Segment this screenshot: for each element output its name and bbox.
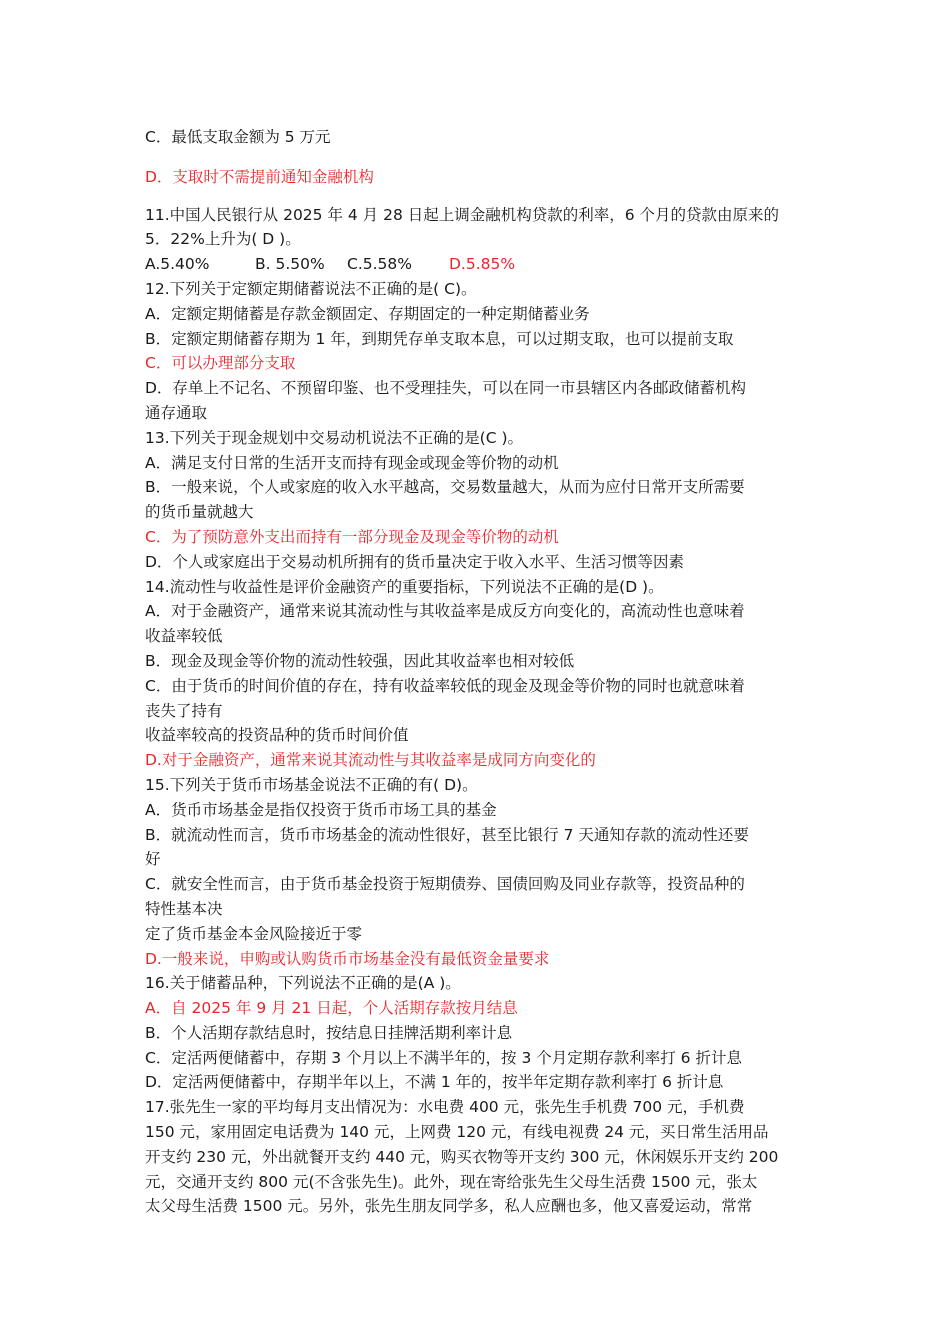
- q17-stem: 元，交通开支约 800 元(不含张先生)。此外，现在寄给张先生父母生活费 1500 元，张太: [145, 1172, 758, 1191]
- q15-option-c: C．就安全性而言，由于货币基金投资于短期债券、国债回购及同业存款等，投资品种的: [145, 875, 745, 894]
- q14-option-c: 收益率较高的投资品种的货币时间价值: [145, 726, 409, 745]
- q15-option-a: A．货币市场基金是指仅投资于货币市场工具的基金: [145, 800, 497, 819]
- q15-stem: 15.下列关于货币市场基金说法不正确的有( D)。: [145, 775, 478, 794]
- q11-stem: 11.中国人民银行从 2025 年 4 月 28 日起上调金融机构贷款的利率，6 个月的贷款由原来的: [145, 205, 780, 224]
- q16-stem: 16.关于储蓄品种，下列说法不正确的是(A )。: [145, 974, 461, 993]
- q16-option-d: D．定活两便储蓄中，存期半年以上，不满 1 年的，按半年定期存款利率打 6 折计息: [145, 1073, 724, 1092]
- q13-option-c-answer: C．为了预防意外支出而持有一部分现金及现金等价物的动机: [145, 527, 559, 546]
- q14-option-c: 丧失了持有: [145, 701, 223, 720]
- q12-option-d: 通存通取: [145, 403, 208, 422]
- q11-option-a: A.5.40%: [145, 255, 210, 274]
- q13-option-a: A．满足支付日常的生活开支而持有现金或现金等价物的动机: [145, 453, 559, 472]
- q11-stem: 5．22%上升为( D )。: [145, 230, 301, 249]
- document-body: [145, 125, 815, 1219]
- q14-option-a: A．对于金融资产，通常来说其流动性与其收益率是成反方向变化的，高流动性也意味着: [145, 602, 745, 621]
- q13-option-b: 的货币量就越大: [145, 503, 254, 522]
- q12-option-a: A．定额定期储蓄是存款金额固定、存期固定的一种定期储蓄业务: [145, 304, 590, 323]
- q13-option-b: B．一般来说，个人或家庭的收入水平越高，交易数量越大，从而为应付日常开支所需要: [145, 478, 745, 497]
- q12-option-c-answer: C．可以办理部分支取: [145, 354, 296, 373]
- q17-stem: 开支约 230 元，外出就餐开支约 440 元，购买衣物等开支约 300 元，休闲娱乐开支约 200: [145, 1147, 779, 1166]
- q15-option-c: 特性基本决: [145, 899, 223, 918]
- q17-stem: 17.张先生一家的平均每月支出情况为：水电费 400 元，张先生手机费 700 元，手机费: [145, 1098, 745, 1117]
- q14-option-b: B．现金及现金等价物的流动性较强，因此其收益率也相对较低: [145, 651, 575, 670]
- q10-option-d-answer: D．支取时不需提前通知金融机构: [145, 167, 374, 186]
- q14-option-a: 收益率较低: [145, 627, 223, 646]
- q14-option-c: C．由于货币的时间价值的存在，持有收益率较低的现金及现金等价物的同时也就意味着: [145, 676, 745, 695]
- q15-option-b: 好: [145, 850, 161, 869]
- q11-option-d-answer: D.5.85%: [449, 255, 516, 274]
- q11-option-b: B. 5.50%: [255, 255, 325, 274]
- q14-stem: 14.流动性与收益性是评价金融资产的重要指标，下列说法不正确的是(D )。: [145, 577, 664, 596]
- q11-options: [145, 252, 815, 277]
- q12-stem: 12.下列关于定额定期储蓄说法不正确的是( C)。: [145, 279, 477, 298]
- q15-option-d-answer: D.一般来说，申购或认购货币市场基金没有最低资金量要求: [145, 949, 550, 968]
- q16-option-a-answer: A．自 2025 年 9 月 21 日起，个人活期存款按月结息: [145, 999, 518, 1018]
- q16-option-b: B．个人活期存款结息时，按结息日挂牌活期利率计息: [145, 1023, 513, 1042]
- q13-option-d: D．个人或家庭出于交易动机所拥有的货币量决定于收入水平、生活习惯等因素: [145, 552, 684, 571]
- q14-option-d-answer: D.对于金融资产，通常来说其流动性与其收益率是成同方向变化的: [145, 751, 596, 770]
- q12-option-d: D．存单上不记名、不预留印鉴、也不受理挂失，可以在同一市县辖区内各邮政储蓄机构: [145, 379, 746, 398]
- q13-stem: 13.下列关于现金规划中交易动机说法不正确的是(C )。: [145, 428, 523, 447]
- q15-option-c: 定了货币基金本金风险接近于零: [145, 924, 363, 943]
- q15-option-b: B．就流动性而言，货币市场基金的流动性很好，甚至比银行 7 天通知存款的流动性还要: [145, 825, 749, 844]
- q17-stem: 太父母生活费 1500 元。另外，张先生朋友同学多，私人应酬也多，他又喜爱运动，常常: [145, 1197, 753, 1216]
- q17-stem: 150 元，家用固定电话费为 140 元，上网费 120 元，有线电视费 24 元，买日常生活用品: [145, 1123, 769, 1142]
- q11-option-c: C.5.58%: [347, 255, 412, 274]
- q10-option-c: C．最低支取金额为 5 万元: [145, 128, 331, 146]
- q16-option-c: C．定活两便储蓄中，存期 3 个月以上不满半年的，按 3 个月定期存款利率打 6 折计息: [145, 1048, 742, 1067]
- q12-option-b: B．定额定期储蓄存期为 1 年，到期凭存单支取本息，可以过期支取，也可以提前支取: [145, 329, 734, 348]
